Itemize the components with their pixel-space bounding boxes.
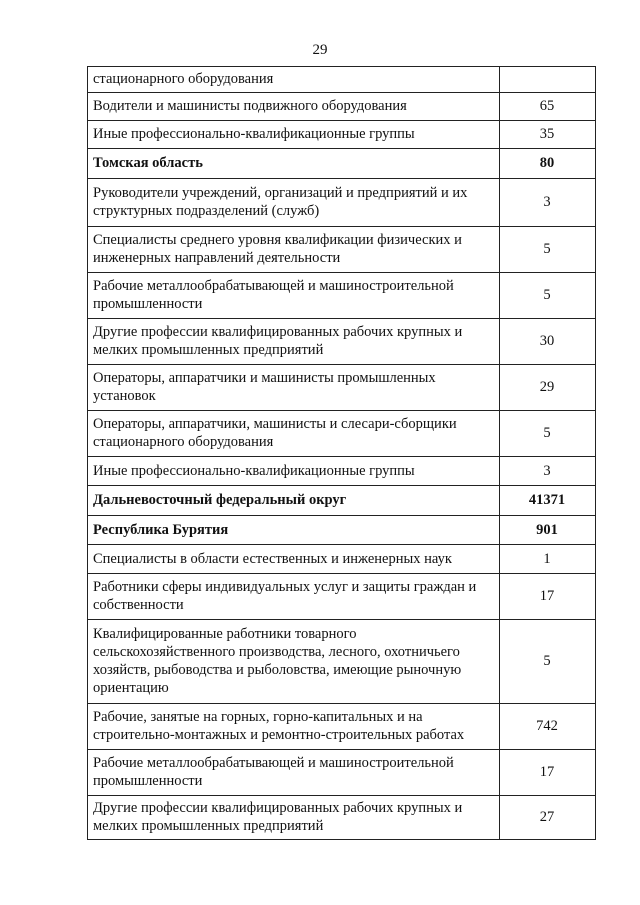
occupation-name-cell: Квалифицированные работники товарного сельскохозяйственного производства, лесного, охотничьего хозяйств, рыбоводства и рыболовства, имеющие рыночную ориентацию <box>88 620 500 704</box>
occupation-name-cell: Рабочие, занятые на горных, горно-капитальных и на строительно-монтажных и ремонтно-строительных работах <box>88 704 500 750</box>
value-cell: 3 <box>500 179 596 227</box>
occupation-name-cell: Специалисты в области естественных и инженерных наук <box>88 545 500 574</box>
table-row <box>88 149 596 179</box>
occupation-name-cell: Другие профессии квалифицированных рабочих крупных и мелких промышленных предприятий <box>88 319 500 365</box>
table-row <box>88 620 596 704</box>
occupation-name-cell: Другие профессии квалифицированных рабочих крупных и мелких промышленных предприятий <box>88 796 500 840</box>
table-row <box>88 704 596 750</box>
table-row <box>88 457 596 486</box>
region-name-cell: Томская область <box>88 149 500 179</box>
table-row <box>88 574 596 620</box>
table-row <box>88 796 596 840</box>
value-cell: 65 <box>500 93 596 121</box>
table-row <box>88 365 596 411</box>
value-cell: 29 <box>500 365 596 411</box>
table-row <box>88 545 596 574</box>
value-cell: 17 <box>500 750 596 796</box>
table-row <box>88 93 596 121</box>
table-row <box>88 516 596 545</box>
value-cell: 5 <box>500 620 596 704</box>
table-row <box>88 319 596 365</box>
value-cell <box>500 67 596 93</box>
value-cell: 17 <box>500 574 596 620</box>
occupation-name-cell: Работники сферы индивидуальных услуг и защиты граждан и собственности <box>88 574 500 620</box>
region-name-cell: Республика Бурятия <box>88 516 500 545</box>
table-row <box>88 121 596 149</box>
value-cell: 5 <box>500 273 596 319</box>
table-row <box>88 411 596 457</box>
value-cell: 35 <box>500 121 596 149</box>
value-cell: 742 <box>500 704 596 750</box>
table-row <box>88 486 596 516</box>
value-cell: 1 <box>500 545 596 574</box>
value-cell: 80 <box>500 149 596 179</box>
table-row <box>88 67 596 93</box>
occupation-name-cell: Руководители учреждений, организаций и предприятий и их структурных подразделений (служб) <box>88 179 500 227</box>
value-cell: 5 <box>500 411 596 457</box>
table-row <box>88 179 596 227</box>
statistics-table <box>87 66 596 840</box>
occupation-name-cell: Операторы, аппаратчики и машинисты промышленных установок <box>88 365 500 411</box>
value-cell: 3 <box>500 457 596 486</box>
occupation-name-cell: Рабочие металлообрабатывающей и машиностроительной промышленности <box>88 273 500 319</box>
table-row <box>88 273 596 319</box>
value-cell: 41371 <box>500 486 596 516</box>
occupation-name-cell: Операторы, аппаратчики, машинисты и слесари-сборщики стационарного оборудования <box>88 411 500 457</box>
region-name-cell: Дальневосточный федеральный округ <box>88 486 500 516</box>
value-cell: 901 <box>500 516 596 545</box>
value-cell: 30 <box>500 319 596 365</box>
occupation-name-cell: Иные профессионально-квалификационные группы <box>88 457 500 486</box>
table-row <box>88 750 596 796</box>
occupation-name-cell: Специалисты среднего уровня квалификации физических и инженерных направлений деятельности <box>88 227 500 273</box>
value-cell: 27 <box>500 796 596 840</box>
page-number: 29 <box>312 42 328 58</box>
occupation-name-cell: стационарного оборудования <box>88 67 500 93</box>
value-cell: 5 <box>500 227 596 273</box>
occupation-name-cell: Иные профессионально-квалификационные группы <box>88 121 500 149</box>
occupation-name-cell: Рабочие металлообрабатывающей и машиностроительной промышленности <box>88 750 500 796</box>
table-row <box>88 227 596 273</box>
table-body <box>88 67 596 840</box>
occupation-name-cell: Водители и машинисты подвижного оборудования <box>88 93 500 121</box>
